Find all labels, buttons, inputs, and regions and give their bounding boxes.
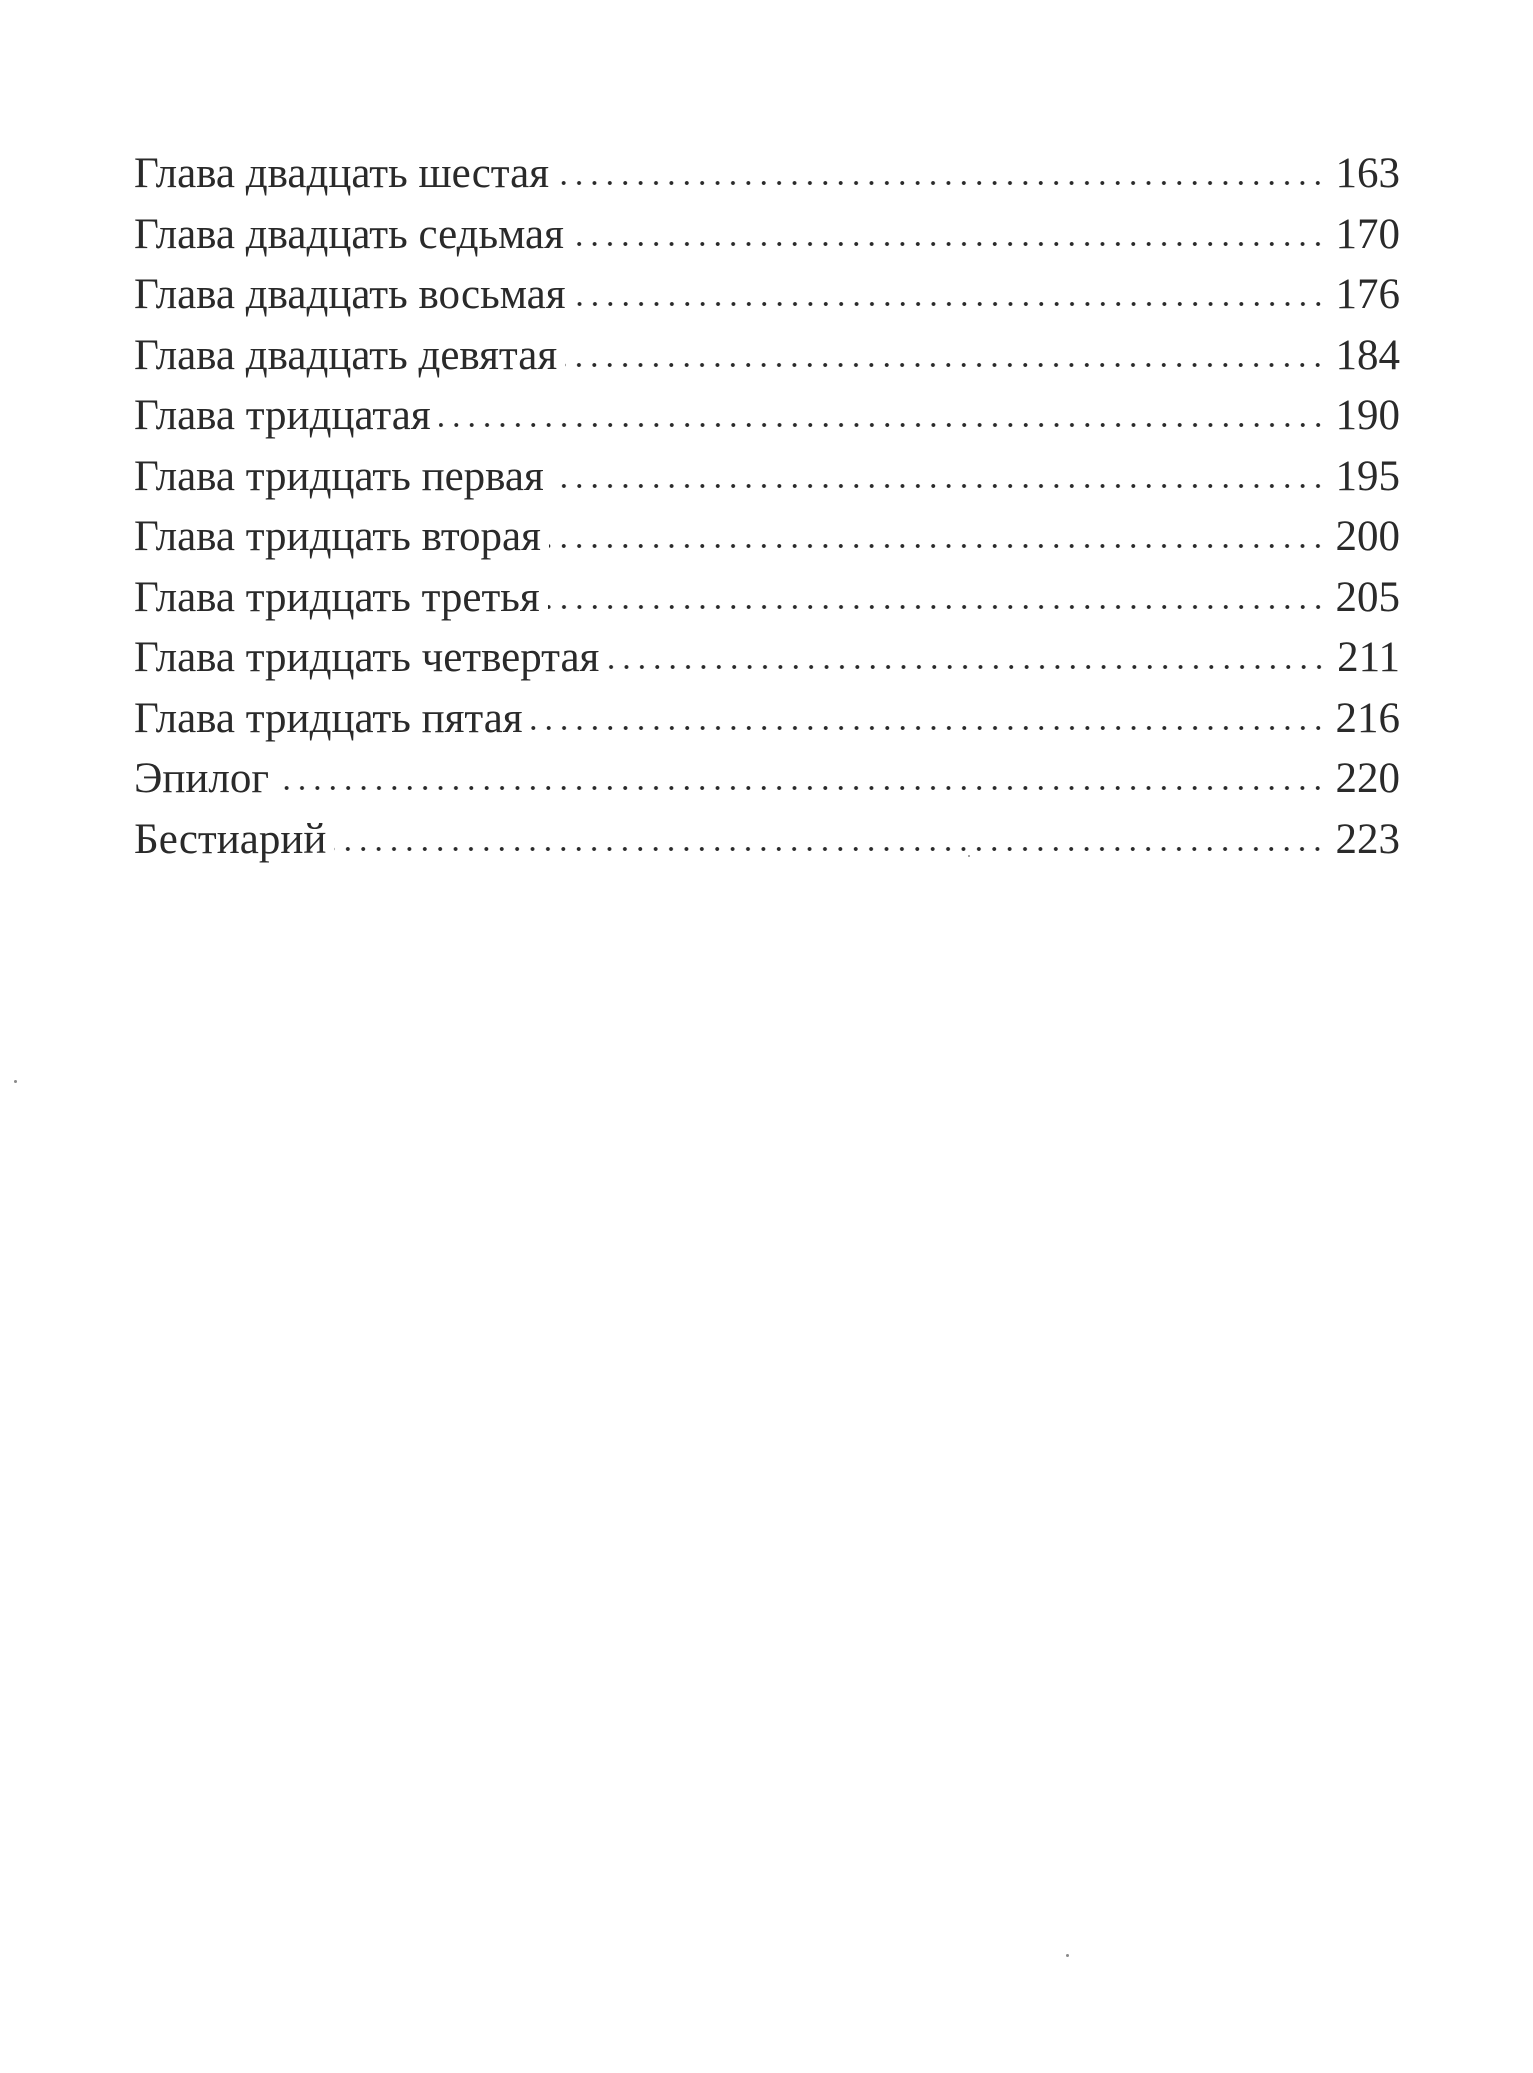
- toc-entry-title: Бестиарий: [134, 815, 327, 863]
- toc-entry: [134, 507, 1400, 568]
- toc-entry-page: 205: [1335, 573, 1400, 621]
- toc-entry-page: 176: [1335, 271, 1400, 318]
- scan-speck: [968, 855, 970, 857]
- table-of-contents: [134, 144, 1400, 870]
- dot-leader: [277, 786, 1325, 790]
- dot-leader: [548, 605, 1326, 609]
- toc-entry-page: 184: [1335, 331, 1400, 379]
- toc-entry-page: 211: [1337, 634, 1400, 681]
- scan-speck: [1066, 1954, 1069, 1957]
- toc-entry-title: Глава тридцатая: [134, 392, 431, 439]
- scan-speck: [14, 1080, 17, 1083]
- dot-leader: [565, 363, 1325, 367]
- dot-leader: [439, 423, 1326, 427]
- dot-leader: [531, 726, 1326, 730]
- toc-entry-title: Глава тридцать вторая: [134, 513, 541, 560]
- toc-entry-title: Глава тридцать третья: [134, 573, 540, 621]
- toc-entry-title: Глава двадцать девятая: [134, 331, 558, 379]
- toc-entry-page: 163: [1335, 150, 1400, 197]
- toc-entry-title: Глава тридцать пятая: [134, 694, 523, 742]
- toc-entry-title: Эпилог: [134, 755, 270, 802]
- dot-leader: [572, 242, 1326, 246]
- dot-leader: [334, 847, 1325, 851]
- toc-entry-title: Глава двадцать шестая: [134, 150, 549, 197]
- toc-entry: [134, 326, 1400, 387]
- toc-entry: [134, 689, 1400, 750]
- toc-entry-title: Глава двадцать восьмая: [134, 271, 566, 318]
- toc-entry: [134, 447, 1400, 508]
- toc-entry-title: Глава тридцать четвертая: [134, 634, 600, 681]
- dot-leader: [574, 302, 1326, 306]
- toc-entry: [134, 265, 1400, 326]
- toc-entry-page: 200: [1335, 513, 1400, 560]
- toc-entry: [134, 810, 1400, 871]
- toc-entry-title: Глава двадцать седьмая: [134, 210, 564, 258]
- toc-entry-page: 195: [1335, 452, 1400, 500]
- toc-entry-page: 220: [1335, 755, 1400, 802]
- toc-entry-page: 170: [1335, 210, 1400, 258]
- toc-entry-page: 223: [1335, 815, 1400, 863]
- toc-entry: [134, 205, 1400, 266]
- toc-entry-title: Глава тридцать первая: [134, 452, 544, 500]
- toc-entry: [134, 386, 1400, 447]
- toc-entry-page: 190: [1335, 392, 1400, 439]
- dot-leader: [607, 665, 1327, 669]
- toc-entry: [134, 749, 1400, 810]
- toc-entry: [134, 628, 1400, 689]
- toc-entry-page: 216: [1335, 694, 1400, 742]
- toc-entry: [134, 144, 1400, 205]
- dot-leader: [552, 484, 1326, 488]
- toc-entry: [134, 568, 1400, 629]
- dot-leader: [557, 181, 1326, 185]
- dot-leader: [549, 544, 1326, 548]
